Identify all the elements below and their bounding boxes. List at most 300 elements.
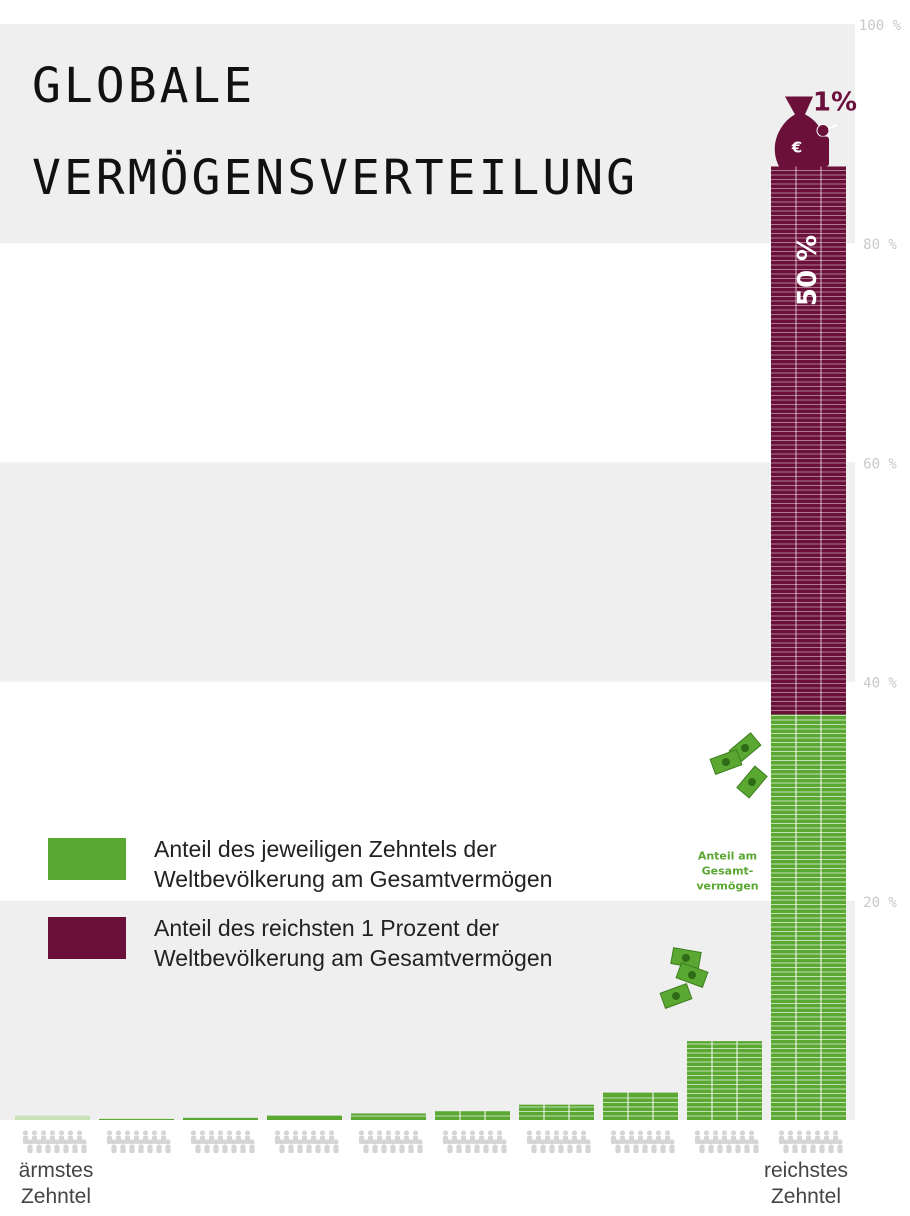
person-icon-body [695, 1136, 700, 1144]
person-icon-body [708, 1145, 713, 1153]
person-icon-body [311, 1136, 316, 1144]
population-icons [23, 1130, 843, 1153]
person-icon-body [488, 1136, 493, 1144]
person-icon [452, 1130, 457, 1135]
person-icon [699, 1139, 704, 1144]
person-icon [456, 1139, 461, 1144]
person-icon [245, 1130, 250, 1135]
person-icon [275, 1130, 280, 1135]
person-icon-body [231, 1145, 236, 1153]
y-tick-label: 20 % [863, 894, 897, 911]
y-tick-label: 100 % [858, 18, 902, 34]
person-icon-body [23, 1136, 28, 1144]
person-icon-body [116, 1136, 121, 1144]
person-icon-body [50, 1136, 55, 1144]
person-icon-body [833, 1136, 838, 1144]
person-icon [819, 1139, 824, 1144]
person-icon [611, 1130, 616, 1135]
person-icon [531, 1139, 536, 1144]
person-icon [735, 1139, 740, 1144]
person-icon-body [138, 1145, 143, 1153]
person-icon-body [815, 1136, 820, 1144]
person-icon [708, 1139, 713, 1144]
person-icon-body [447, 1145, 452, 1153]
person-icon-body [783, 1145, 788, 1153]
person-icon-body [227, 1136, 232, 1144]
person-icon-body [77, 1136, 82, 1144]
person-icon [497, 1130, 502, 1135]
person-icon-body [581, 1136, 586, 1144]
title-line-1: GLOBALE [32, 58, 256, 114]
person-icon [231, 1139, 236, 1144]
person-icon-body [461, 1136, 466, 1144]
person-icon-body [501, 1145, 506, 1153]
person-icon [27, 1139, 32, 1144]
person-icon [474, 1139, 479, 1144]
person-icon-body [404, 1136, 409, 1144]
person-icon-body [492, 1145, 497, 1153]
legend-label-decile-line1: Anteil des jeweiligen Zehntels der [154, 836, 497, 862]
person-icon-body [120, 1145, 125, 1153]
person-icon-body [722, 1136, 727, 1144]
person-icon-body [302, 1136, 307, 1144]
person-icon [249, 1139, 254, 1144]
person-icon [581, 1130, 586, 1135]
person-icon [156, 1139, 161, 1144]
person-icon [824, 1130, 829, 1135]
x-label-richest-line1: reichstes [763, 1159, 849, 1182]
person-icon [81, 1139, 86, 1144]
person-icon-body [545, 1136, 550, 1144]
person-icon-body [540, 1145, 545, 1153]
person-icon [717, 1139, 722, 1144]
person-icon [633, 1139, 638, 1144]
person-icon-body [779, 1136, 784, 1144]
person-icon [753, 1139, 758, 1144]
person-icon [395, 1130, 400, 1135]
person-icon-body [72, 1145, 77, 1153]
person-icon [41, 1130, 46, 1135]
person-icon [470, 1130, 475, 1135]
x-label-poorest [6, 1158, 106, 1210]
person-icon-body [222, 1145, 227, 1153]
person-icon [63, 1139, 68, 1144]
person-icon-body [531, 1145, 536, 1153]
person-icon-body [63, 1145, 68, 1153]
person-icon [660, 1139, 665, 1144]
person-icon [536, 1130, 541, 1135]
person-icon-body [306, 1145, 311, 1153]
person-icon [107, 1130, 112, 1135]
person-icon-body [297, 1145, 302, 1153]
person-icon [50, 1130, 55, 1135]
person-icon-body [549, 1145, 554, 1153]
y-tick-label: 80 % [863, 237, 897, 254]
person-icon [138, 1139, 143, 1144]
person-head-icon [817, 124, 829, 136]
person-icon-body [333, 1145, 338, 1153]
person-icon-body [572, 1136, 577, 1144]
person-icon [143, 1130, 148, 1135]
person-icon-body [324, 1145, 329, 1153]
person-icon [36, 1139, 41, 1144]
person-icon-body [837, 1145, 842, 1153]
person-icon-body [797, 1136, 802, 1144]
person-icon [638, 1130, 643, 1135]
person-icon [227, 1130, 232, 1135]
person-body-icon [817, 136, 829, 166]
person-icon-body [45, 1145, 50, 1153]
person-icon [23, 1130, 28, 1135]
bar-decile [99, 1119, 174, 1120]
person-icon [465, 1139, 470, 1144]
person-icon [447, 1139, 452, 1144]
person-icon [45, 1139, 50, 1144]
person-icon [32, 1130, 37, 1135]
person-icon [744, 1139, 749, 1144]
person-icon-body [161, 1136, 166, 1144]
person-icon [72, 1139, 77, 1144]
person-icon [324, 1139, 329, 1144]
euro-icon: € [791, 138, 803, 157]
top1-marker-label: 1% [812, 87, 858, 118]
person-icon-body [660, 1145, 665, 1153]
person-icon-body [245, 1136, 250, 1144]
decile-note-line: Gesamt- [701, 864, 754, 878]
person-icon-body [554, 1136, 559, 1144]
person-icon [218, 1130, 223, 1135]
person-icon-body [27, 1145, 32, 1153]
person-icon-body [651, 1145, 656, 1153]
person-icon-body [288, 1145, 293, 1153]
decile-note-line: Anteil am [697, 849, 758, 863]
person-icon [315, 1139, 320, 1144]
person-icon [236, 1130, 241, 1135]
person-icon-body [315, 1145, 320, 1153]
person-icon [279, 1139, 284, 1144]
person-icon [656, 1130, 661, 1135]
person-icon-body [111, 1145, 116, 1153]
person-icon [810, 1139, 815, 1144]
person-icon [152, 1130, 157, 1135]
person-icon [615, 1139, 620, 1144]
person-icon [399, 1139, 404, 1144]
person-icon [200, 1130, 205, 1135]
person-icon [479, 1130, 484, 1135]
x-label-poorest-line1: ärmstes [18, 1159, 94, 1182]
x-label-poorest-line2: Zehntel [20, 1185, 92, 1208]
person-icon [165, 1139, 170, 1144]
person-icon-body [417, 1145, 422, 1153]
person-icon [381, 1139, 386, 1144]
background-band [0, 24, 858, 243]
person-icon [68, 1130, 73, 1135]
person-icon [483, 1139, 488, 1144]
legend-label-top1 [154, 913, 552, 973]
person-icon-body [218, 1136, 223, 1144]
bar-decile [15, 1116, 90, 1120]
person-icon-body [713, 1136, 718, 1144]
person-icon [695, 1130, 700, 1135]
person-icon [540, 1139, 545, 1144]
person-icon-body [753, 1145, 758, 1153]
person-icon [629, 1130, 634, 1135]
person-icon-body [828, 1145, 833, 1153]
person-icon-body [629, 1136, 634, 1144]
person-icon-body [456, 1145, 461, 1153]
person-icon [801, 1139, 806, 1144]
person-icon [461, 1130, 466, 1135]
person-icon [585, 1139, 590, 1144]
person-icon [54, 1139, 59, 1144]
person-icon [390, 1139, 395, 1144]
person-icon [240, 1139, 245, 1144]
legend-swatch-top1 [48, 917, 126, 959]
person-icon [213, 1139, 218, 1144]
person-icon-body [359, 1136, 364, 1144]
person-icon [134, 1130, 139, 1135]
person-icon-body [731, 1136, 736, 1144]
person-icon-body [740, 1136, 745, 1144]
legend-item-top1 [48, 913, 552, 973]
person-icon [797, 1130, 802, 1135]
person-icon-body [209, 1136, 214, 1144]
person-icon [293, 1130, 298, 1135]
person-icon [359, 1130, 364, 1135]
person-icon [722, 1130, 727, 1135]
person-icon [59, 1130, 64, 1135]
top1-share-label: 50 % [793, 234, 823, 307]
person-icon [417, 1139, 422, 1144]
person-icon-body [819, 1145, 824, 1153]
person-icon [740, 1130, 745, 1135]
person-icon-body [744, 1145, 749, 1153]
person-icon [828, 1139, 833, 1144]
person-icon [815, 1130, 820, 1135]
person-icon-body [107, 1136, 112, 1144]
banknote-icon [737, 766, 767, 798]
y-tick-labels [859, 18, 902, 911]
person-icon [111, 1139, 116, 1144]
person-icon [572, 1130, 577, 1135]
person-icon [443, 1130, 448, 1135]
person-icon-body [236, 1136, 241, 1144]
person-icon-body [204, 1145, 209, 1153]
legend-item-decile [48, 834, 552, 894]
person-icon-body [390, 1145, 395, 1153]
legend-label-decile [154, 834, 552, 894]
person-icon [792, 1139, 797, 1144]
person-icon-body [647, 1136, 652, 1144]
bar-decile [183, 1118, 258, 1120]
person-icon-body [801, 1145, 806, 1153]
person-icon [713, 1130, 718, 1135]
person-icon [333, 1139, 338, 1144]
person-icon [624, 1139, 629, 1144]
person-icon-body [638, 1136, 643, 1144]
person-icon [833, 1130, 838, 1135]
person-icon-body [497, 1136, 502, 1144]
title-line-2: VERMÖGENSVERTEILUNG [32, 150, 639, 206]
person-icon [554, 1130, 559, 1135]
person-icon-body [792, 1145, 797, 1153]
person-icon [222, 1139, 227, 1144]
person-icon [620, 1130, 625, 1135]
person-icon-body [474, 1145, 479, 1153]
person-icon-body [240, 1145, 245, 1153]
person-icon [408, 1139, 413, 1144]
person-icon [209, 1130, 214, 1135]
person-icon [195, 1139, 200, 1144]
legend-label-top1-line2: Weltbevölkerung am Gesamtvermögen [154, 945, 553, 971]
person-icon-body [41, 1136, 46, 1144]
person-icon [669, 1139, 674, 1144]
person-icon-body [275, 1136, 280, 1144]
person-icon-body [615, 1145, 620, 1153]
person-icon-body [536, 1136, 541, 1144]
person-icon [125, 1130, 130, 1135]
person-icon-body [81, 1145, 86, 1153]
person-icon-body [156, 1145, 161, 1153]
person-icon-body [749, 1136, 754, 1144]
person-icon-body [191, 1136, 196, 1144]
person-icon [837, 1139, 842, 1144]
person-icon [642, 1139, 647, 1144]
x-label-richest-line2: Zehntel [770, 1185, 842, 1208]
person-icon-body [134, 1136, 139, 1144]
person-icon [204, 1139, 209, 1144]
person-icon [492, 1139, 497, 1144]
person-icon [368, 1130, 373, 1135]
bar-decile [771, 714, 846, 1120]
person-icon-body [395, 1136, 400, 1144]
person-icon-body [386, 1136, 391, 1144]
person-icon-body [624, 1145, 629, 1153]
person-icon-body [665, 1136, 670, 1144]
person-icon-body [363, 1145, 368, 1153]
person-icon-body [669, 1145, 674, 1153]
person-icon [704, 1130, 709, 1135]
legend-label-decile-line2: Weltbevölkerung am Gesamtvermögen [154, 866, 553, 892]
person-icon [749, 1130, 754, 1135]
person-icon-body [368, 1136, 373, 1144]
person-icon [527, 1130, 532, 1135]
bar-decile [267, 1116, 342, 1120]
person-icon-body [152, 1136, 157, 1144]
person-icon-body [165, 1145, 170, 1153]
person-icon [116, 1130, 121, 1135]
person-icon-body [567, 1145, 572, 1153]
person-icon-body [381, 1145, 386, 1153]
person-icon-body [32, 1136, 37, 1144]
person-icon-body [642, 1145, 647, 1153]
person-icon-body [810, 1145, 815, 1153]
person-icon [545, 1130, 550, 1135]
person-icon [549, 1139, 554, 1144]
person-icon [558, 1139, 563, 1144]
person-icon-body [200, 1136, 205, 1144]
person-icon [806, 1130, 811, 1135]
banknote-icon [710, 750, 742, 775]
person-icon-body [558, 1145, 563, 1153]
person-icon-body [452, 1136, 457, 1144]
person-icon [563, 1130, 568, 1135]
person-icon-body [249, 1145, 254, 1153]
person-icon-body [413, 1136, 418, 1144]
decile-note-line: vermögen [696, 879, 759, 893]
person-icon-body [372, 1145, 377, 1153]
person-icon-body [620, 1136, 625, 1144]
person-icon-body [585, 1145, 590, 1153]
person-icon [306, 1139, 311, 1144]
person-icon [147, 1139, 152, 1144]
person-icon [77, 1130, 82, 1135]
person-icon [783, 1139, 788, 1144]
person-icon-body [320, 1136, 325, 1144]
person-icon [302, 1130, 307, 1135]
person-icon [284, 1130, 289, 1135]
person-icon-body [563, 1136, 568, 1144]
person-icon [377, 1130, 382, 1135]
person-icon [665, 1130, 670, 1135]
person-icon-body [806, 1136, 811, 1144]
person-icon-body [704, 1136, 709, 1144]
person-icon-body [68, 1136, 73, 1144]
person-icon-body [470, 1136, 475, 1144]
person-icon-body [611, 1136, 616, 1144]
person-icon [567, 1139, 572, 1144]
person-icon-body [36, 1145, 41, 1153]
person-icon-body [213, 1145, 218, 1153]
person-icon-body [699, 1145, 704, 1153]
person-icon-body [633, 1145, 638, 1153]
person-icon-body [735, 1145, 740, 1153]
person-icon [120, 1139, 125, 1144]
person-icon [386, 1130, 391, 1135]
person-icon [297, 1139, 302, 1144]
person-icon-body [527, 1136, 532, 1144]
y-tick-label: 60 % [863, 456, 897, 473]
person-icon [788, 1130, 793, 1135]
person-icon [576, 1139, 581, 1144]
person-icon [413, 1130, 418, 1135]
person-icon [320, 1130, 325, 1135]
person-icon-body [59, 1136, 64, 1144]
person-icon [647, 1130, 652, 1135]
person-icon-body [479, 1136, 484, 1144]
person-icon-body [279, 1145, 284, 1153]
person-icon-body [465, 1145, 470, 1153]
bar-decile [351, 1113, 426, 1120]
person-icon [363, 1139, 368, 1144]
person-icon [129, 1139, 134, 1144]
legend-swatch-decile [48, 838, 126, 880]
person-icon-body [824, 1136, 829, 1144]
background-band [0, 462, 855, 681]
person-icon [288, 1139, 293, 1144]
person-icon-body [399, 1145, 404, 1153]
person-icon [726, 1139, 731, 1144]
person-icon-body [576, 1145, 581, 1153]
person-icon-body [329, 1136, 334, 1144]
person-icon [311, 1130, 316, 1135]
person-icon [404, 1130, 409, 1135]
person-icon [779, 1130, 784, 1135]
person-icon-body [377, 1136, 382, 1144]
person-icon [501, 1139, 506, 1144]
person-icon-body [443, 1136, 448, 1144]
person-icon [488, 1130, 493, 1135]
